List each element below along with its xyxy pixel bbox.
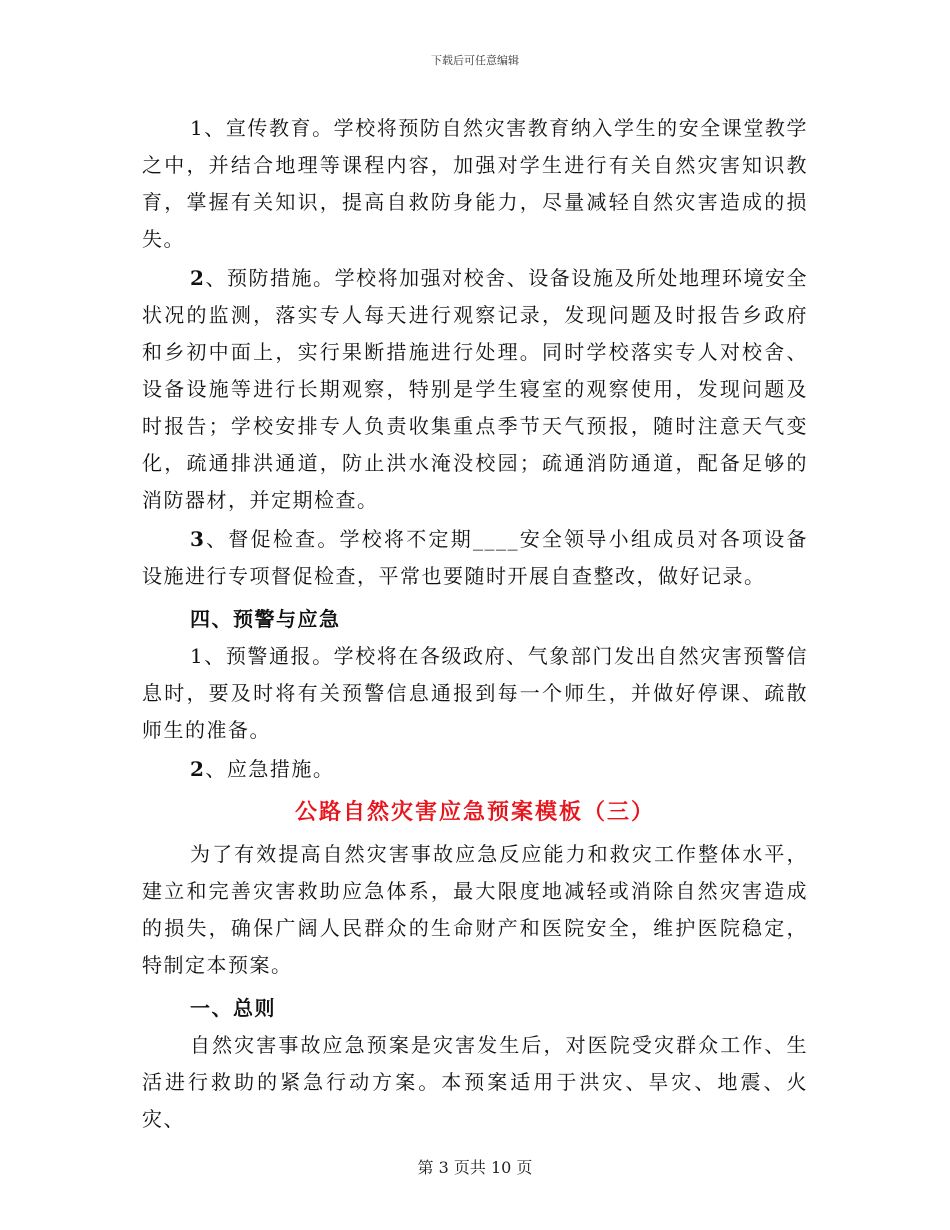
- section-heading-general: 一、总则: [190, 996, 276, 1020]
- page-footer: 第 3 页共 10 页: [417, 1158, 533, 1177]
- paragraph-publicity-education: 1、宣传教育。学校将预防自然灾害教育纳入学生的安全课堂教学之中，并结合地理等课程内容，加强对学生进行有关自然灾害知识教育，掌握有关知识，提高自救防身能力，尽量减轻自然灾害造成的损失。: [142, 116, 808, 251]
- paragraph-general-text: 自然灾害事故应急预案是灾害发生后，对医院受灾群众工作、生活进行救助的紧急行动方案。本预案适用于洪灾、旱灾、地震、火灾、: [142, 1033, 808, 1131]
- paragraph-supervision-inspection: [142, 521, 808, 595]
- item-number: 2: [190, 757, 206, 781]
- paragraph-warning-notice: 1、预警通报。学校将在各级政府、气象部门发出自然灾害预警信息时，要及时将有关预警信息通报到每一个师生，并做好停课、疏散师生的准备。: [142, 644, 808, 742]
- document-title: 公路自然灾害应急预案模板（三）: [294, 800, 655, 825]
- item-number: 3: [190, 527, 206, 551]
- paragraph-emergency-measures: [142, 751, 808, 788]
- paragraph-prevention-measures: [142, 260, 808, 519]
- document-body: [142, 110, 808, 1138]
- paragraph-intro: 为了有效提高自然灾害事故应急反应能力和救灾工作整体水平，建立和完善灾害救助应急体系，最大限度地减轻或消除自然灾害造成的损失，确保广阔人民群众的生命财产和医院安全，维护医院稳定，特制定本预案。: [142, 842, 808, 977]
- section-heading-warning-emergency: 四、预警与应急: [190, 607, 341, 631]
- paragraph-text: 、督促检查。学校将不定期____安全领导小组成员对各项设备设施进行专项督促检查，平常也要随时开展自查整改，做好记录。: [142, 527, 808, 588]
- paragraph-text: 、应急措施。: [205, 757, 335, 781]
- paragraph-text: 、预防措施。学校将加强对校舍、设备设施及所处地理环境安全状况的监测，落实专人每天进行观察记录，发现问题及时报告乡政府和乡初中面上，实行果断措施进行处理。同时学校落实专人对校舍、设备设施等进行长期观察，特别是学生寝室的观察使用，发现问题及时报告；学校安排专人负责收集重点季节天气预报，随时注意天气变化，疏通排洪通道，防止洪水淹没校园；疏通消防通道，配备足够的消防器材，并定期检查。: [142, 266, 808, 512]
- page-header: 下载后可任意编辑: [431, 54, 519, 67]
- item-number: 2: [190, 266, 206, 290]
